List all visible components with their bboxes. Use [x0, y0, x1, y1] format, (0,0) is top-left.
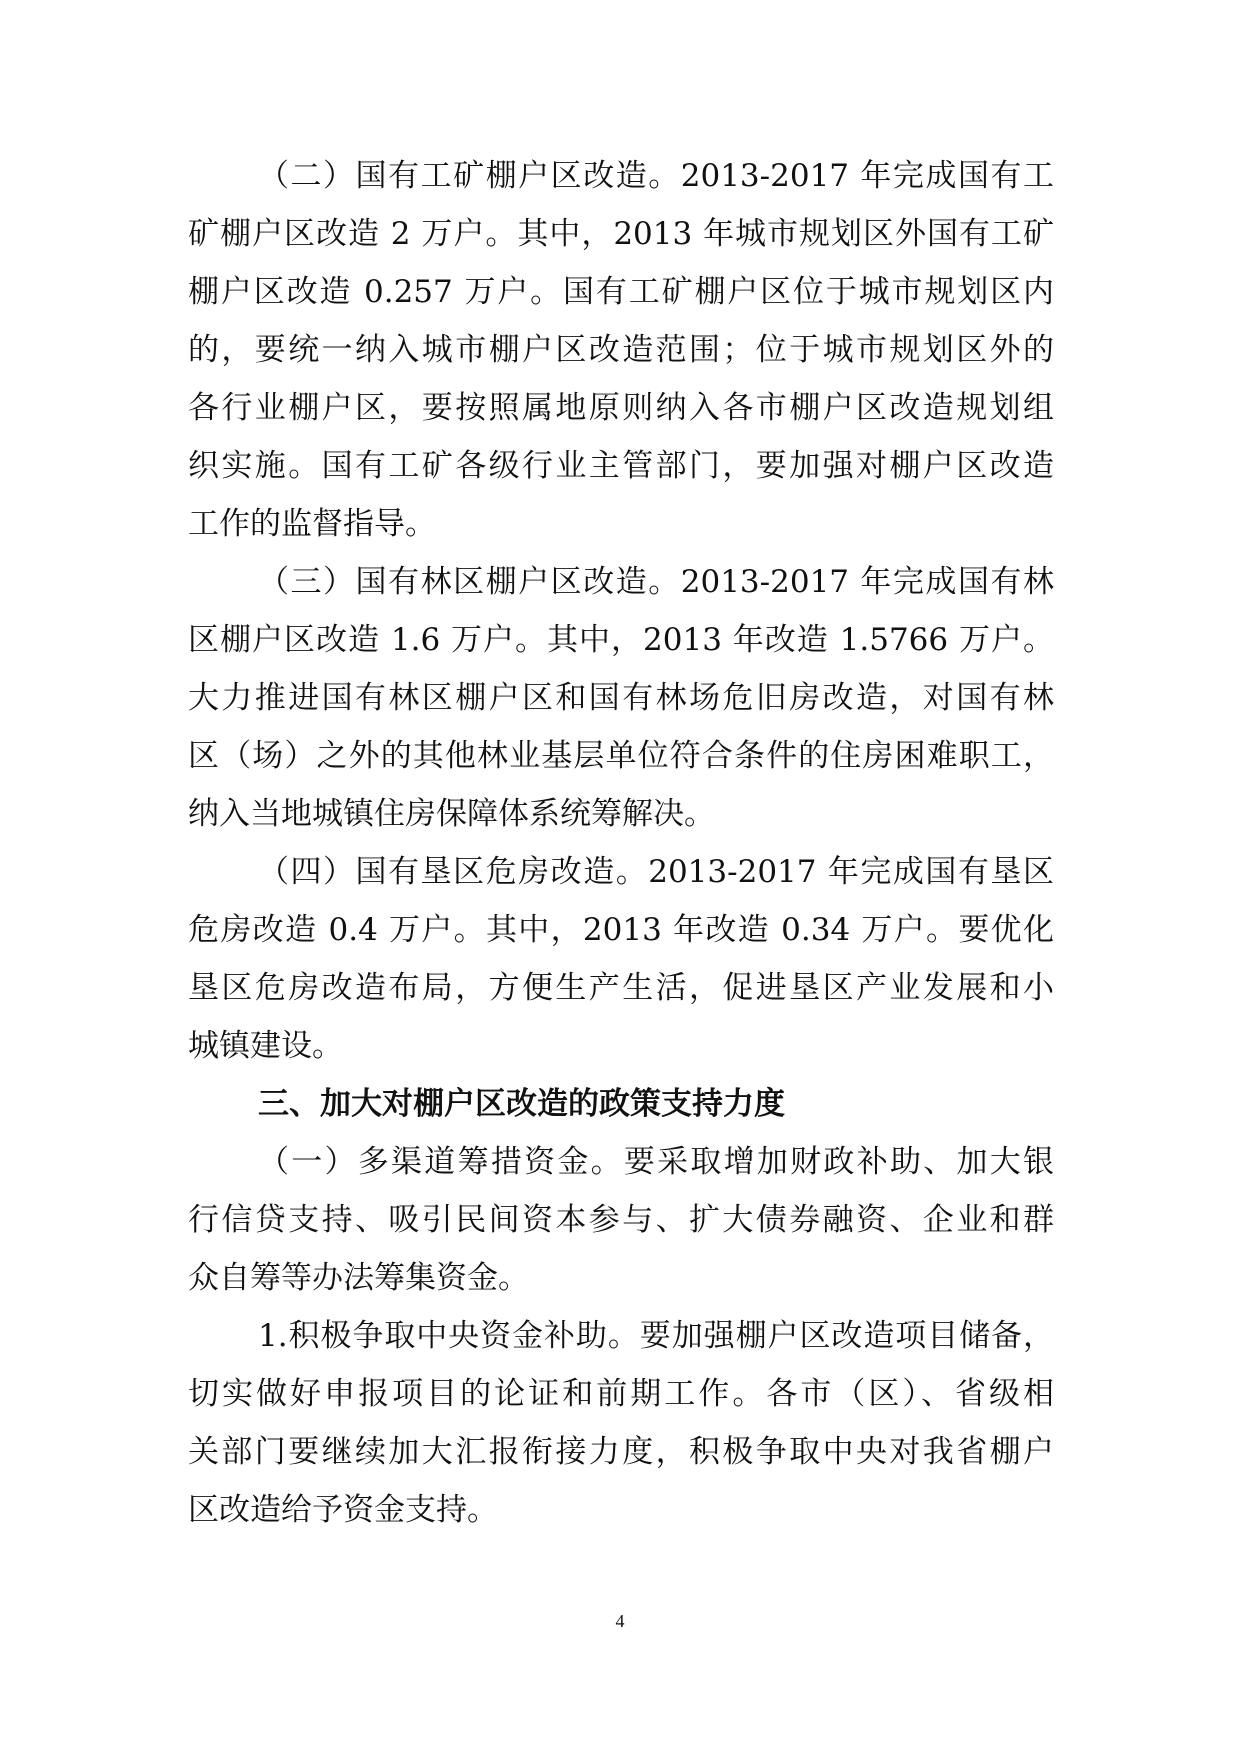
paragraph-line: 各行业棚户区，要按照属地原则纳入各市棚户区改造规划组	[188, 390, 1054, 426]
paragraph-line: 矿棚户区改造 2 万户。其中，2013 年城市规划区外国有工矿	[188, 216, 1054, 252]
paragraph-line: 行信贷支持、吸引民间资本参与、扩大债券融资、企业和群	[188, 1202, 1054, 1238]
paragraph-line: 1.积极争取中央资金补助。要加强棚户区改造项目储备，	[258, 1318, 1054, 1354]
paragraph-line: 区改造给予资金支持。	[188, 1492, 498, 1528]
paragraph-line: 纳入当地城镇住房保障体系统筹解决。	[188, 796, 715, 832]
paragraph-line: 区棚户区改造 1.6 万户。其中，2013 年改造 1.5766 万户。	[188, 622, 1054, 658]
paragraph-line: 垦区危房改造布局，方便生产生活，促进垦区产业发展和小	[188, 970, 1054, 1006]
paragraph-line: 织实施。国有工矿各级行业主管部门，要加强对棚户区改造	[188, 448, 1054, 484]
paragraph-line: 危房改造 0.4 万户。其中，2013 年改造 0.34 万户。要优化	[188, 912, 1054, 948]
page-number: 4	[615, 1611, 625, 1631]
paragraph-line: （一）多渠道筹措资金。要采取增加财政补助、加大银	[258, 1144, 1054, 1180]
section-heading: 三、加大对棚户区改造的政策支持力度	[258, 1086, 785, 1122]
paragraph-line: （四）国有垦区危房改造。2013-2017 年完成国有垦区	[258, 854, 1054, 890]
paragraph-line: 的，要统一纳入城市棚户区改造范围；位于城市规划区外的	[188, 332, 1054, 368]
paragraph-line: （二）国有工矿棚户区改造。2013-2017 年完成国有工	[258, 158, 1054, 194]
paragraph-line: （三）国有林区棚户区改造。2013-2017 年完成国有林	[258, 564, 1054, 600]
paragraph-line: 区（场）之外的其他林业基层单位符合条件的住房困难职工，	[188, 738, 1054, 774]
paragraph-line: 关部门要继续加大汇报衔接力度，积极争取中央对我省棚户	[188, 1434, 1054, 1470]
paragraph-line: 工作的监督指导。	[188, 506, 436, 542]
paragraph-line: 大力推进国有林区棚户区和国有林场危旧房改造，对国有林	[188, 680, 1054, 716]
paragraph-line: 城镇建设。	[188, 1028, 343, 1064]
paragraph-line: 众自筹等办法筹集资金。	[188, 1260, 529, 1296]
paragraph-line: 棚户区改造 0.257 万户。国有工矿棚户区位于城市规划区内	[188, 274, 1054, 310]
paragraph-line: 切实做好申报项目的论证和前期工作。各市（区）、省级相	[188, 1376, 1054, 1412]
